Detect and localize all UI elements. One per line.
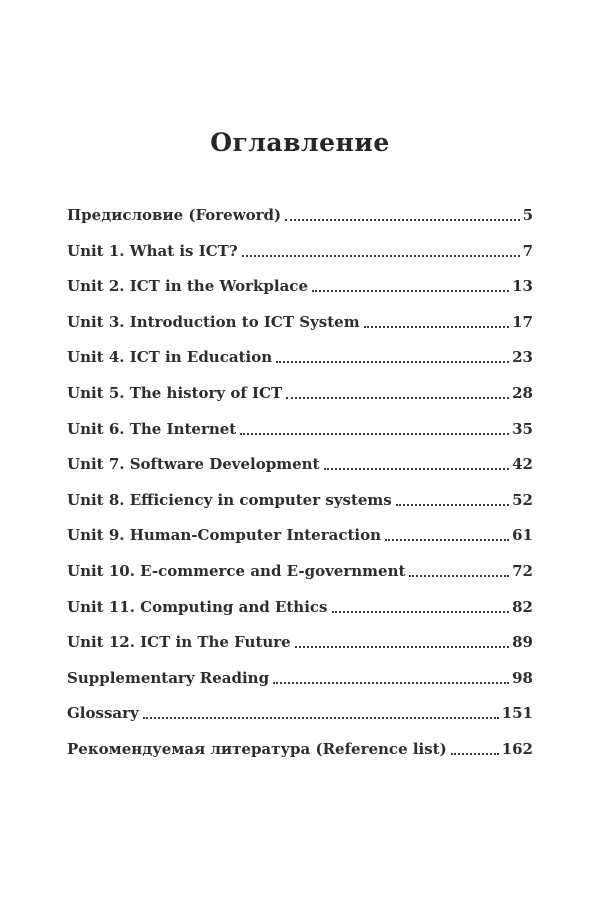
entry-page-number: 17	[512, 312, 533, 331]
toc-entry	[67, 383, 533, 403]
entry-label: Unit 6. The Internet	[67, 419, 237, 438]
toc-entries	[67, 205, 533, 759]
entry-page-number: 7	[522, 241, 533, 260]
dot-leader	[276, 361, 509, 363]
dot-leader	[273, 682, 509, 684]
entry-label: Unit 12. ICT in The Future	[67, 633, 291, 652]
entry-label: Предисловие (Foreword)	[67, 206, 282, 224]
entry-label: Unit 3. Introduction to ICT System	[67, 312, 360, 331]
entry-page-number: 52	[512, 490, 533, 509]
toc-entry	[67, 276, 533, 296]
entry-page-number: 89	[512, 633, 533, 652]
entry-page-number: 61	[512, 526, 533, 545]
entry-page-number: 82	[512, 597, 533, 616]
entry-label: Unit 7. Software Development	[67, 455, 320, 474]
entry-page-number: 13	[512, 277, 533, 296]
entry-label: Supplementary Reading	[67, 668, 270, 687]
entry-label: Unit 5. The history of ICT	[67, 383, 283, 402]
dot-leader	[286, 397, 509, 399]
entry-label: Unit 10. E-commerce and E-government	[67, 561, 406, 580]
entry-page-number: 162	[501, 739, 533, 758]
toc-entry	[67, 632, 533, 652]
dot-leader	[364, 326, 510, 328]
entry-label: Unit 8. Efficiency in computer systems	[67, 490, 392, 509]
entry-page-number: 42	[512, 455, 533, 474]
dot-leader	[295, 646, 509, 648]
toc-entry	[67, 347, 533, 367]
entry-label: Unit 9. Human-Computer Interaction	[67, 526, 382, 545]
entry-label: Unit 1. What is ICT?	[67, 241, 238, 260]
toc-entry	[67, 419, 533, 439]
dot-leader	[324, 468, 510, 470]
entry-label: Unit 2. ICT in the Workplace	[67, 277, 308, 296]
dot-leader	[385, 539, 509, 541]
entry-label: Unit 4. ICT in Education	[67, 348, 273, 367]
toc-entry	[67, 739, 533, 759]
toc-entry	[67, 490, 533, 510]
dot-leader	[242, 255, 520, 257]
dot-leader	[451, 753, 499, 755]
entry-page-number: 72	[512, 561, 533, 580]
dot-leader	[240, 433, 509, 435]
entry-page-number: 35	[512, 419, 533, 438]
toc-entry	[67, 668, 533, 688]
dot-leader	[409, 575, 509, 577]
dot-leader	[396, 504, 509, 506]
toc-entry	[67, 525, 533, 545]
dot-leader	[143, 717, 499, 719]
toc-entry	[67, 703, 533, 723]
toc-entry	[67, 597, 533, 617]
page-title: Оглавление	[210, 128, 390, 157]
entry-label: Рекомендуемая литература (Reference list)	[67, 739, 447, 758]
toc-entry	[67, 454, 533, 474]
toc-entry	[67, 241, 533, 261]
toc-entry	[67, 561, 533, 581]
dot-leader	[285, 219, 519, 221]
entry-label: Unit 11. Computing and Ethics	[67, 597, 328, 616]
dot-leader	[312, 290, 509, 292]
entry-page-number: 28	[512, 383, 533, 402]
toc-entry	[67, 312, 533, 332]
entry-label: Glossary	[67, 704, 139, 723]
dot-leader	[332, 611, 510, 613]
entry-page-number: 98	[512, 668, 533, 687]
entry-page-number: 5	[522, 206, 533, 224]
toc-entry	[67, 205, 533, 225]
entry-page-number: 151	[501, 704, 533, 723]
entry-page-number: 23	[512, 348, 533, 367]
